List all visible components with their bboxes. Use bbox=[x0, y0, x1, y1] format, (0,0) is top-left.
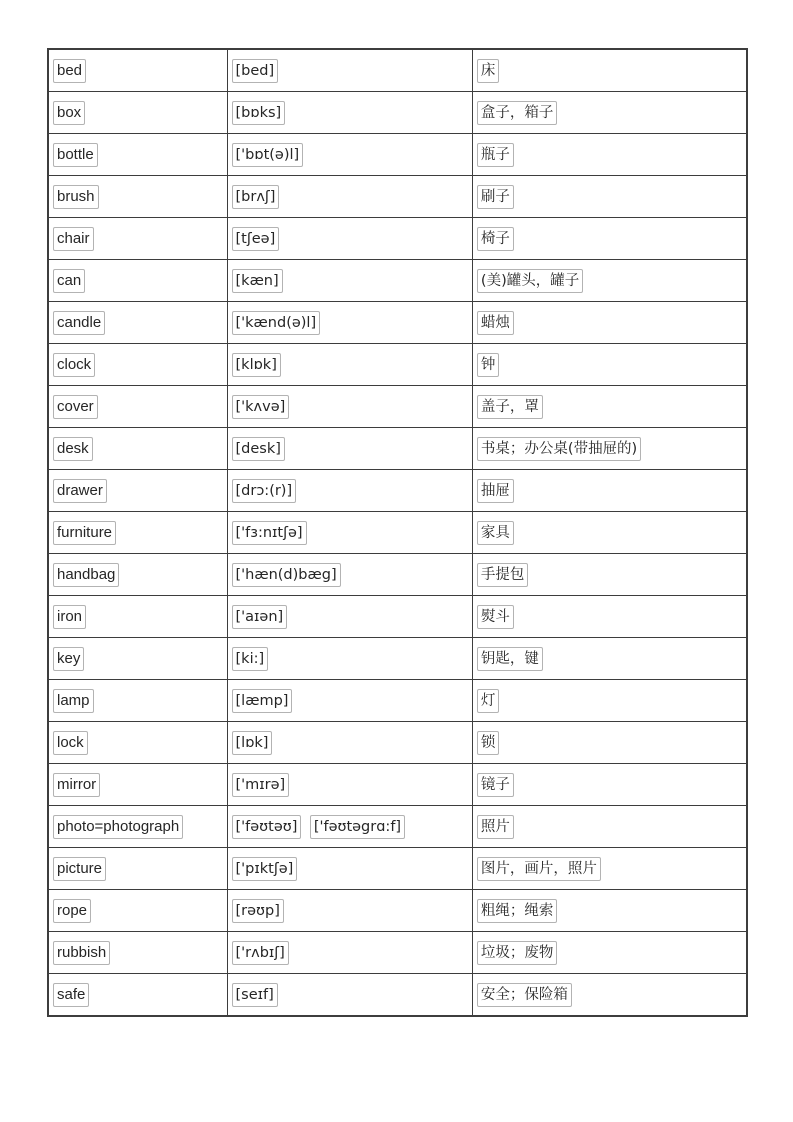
meaning-text: 盒子，箱子 bbox=[477, 101, 558, 125]
word-cell bbox=[48, 386, 227, 428]
word-text: can bbox=[53, 269, 85, 293]
phonetic-text: [brʌʃ] bbox=[232, 185, 280, 209]
meaning-cell bbox=[472, 680, 747, 722]
word-text: bed bbox=[53, 59, 86, 83]
meaning-text: 图片，画片，照片 bbox=[477, 857, 601, 881]
phonetic-text: ['pɪktʃə] bbox=[232, 857, 298, 881]
phonetic-cell bbox=[227, 49, 472, 92]
word-cell bbox=[48, 428, 227, 470]
phonetic-cell bbox=[227, 428, 472, 470]
phonetic-cell bbox=[227, 722, 472, 764]
word-text: lamp bbox=[53, 689, 94, 713]
meaning-text: 刷子 bbox=[477, 185, 514, 209]
word-text: mirror bbox=[53, 773, 100, 797]
word-text: drawer bbox=[53, 479, 107, 503]
meaning-text: 瓶子 bbox=[477, 143, 514, 167]
phonetic-text: [desk] bbox=[232, 437, 285, 461]
word-text: photo=photograph bbox=[53, 815, 183, 839]
table-row bbox=[48, 638, 747, 680]
phonetic-text: ['hæn(d)bæg] bbox=[232, 563, 341, 587]
meaning-cell bbox=[472, 428, 747, 470]
word-text: brush bbox=[53, 185, 99, 209]
meaning-cell bbox=[472, 806, 747, 848]
meaning-cell bbox=[472, 470, 747, 512]
table-row bbox=[48, 764, 747, 806]
phonetic-text: ['kænd(ə)l] bbox=[232, 311, 321, 335]
table-row bbox=[48, 890, 747, 932]
vocab-table bbox=[47, 48, 748, 1017]
meaning-cell bbox=[472, 302, 747, 344]
meaning-cell bbox=[472, 260, 747, 302]
meaning-text: 垃圾；废物 bbox=[477, 941, 558, 965]
meaning-text: 照片 bbox=[477, 815, 514, 839]
phonetic-cell bbox=[227, 764, 472, 806]
phonetic-text: [bɒks] bbox=[232, 101, 286, 125]
meaning-cell bbox=[472, 932, 747, 974]
table-row bbox=[48, 554, 747, 596]
table-row bbox=[48, 512, 747, 554]
phonetic-cell bbox=[227, 848, 472, 890]
meaning-cell bbox=[472, 848, 747, 890]
word-cell bbox=[48, 470, 227, 512]
phonetic-cell bbox=[227, 932, 472, 974]
word-cell bbox=[48, 134, 227, 176]
word-text: lock bbox=[53, 731, 88, 755]
word-cell bbox=[48, 554, 227, 596]
meaning-cell bbox=[472, 386, 747, 428]
meaning-cell bbox=[472, 638, 747, 680]
word-cell bbox=[48, 49, 227, 92]
meaning-cell bbox=[472, 218, 747, 260]
word-cell bbox=[48, 932, 227, 974]
phonetic-cell bbox=[227, 974, 472, 1017]
phonetic-cell bbox=[227, 176, 472, 218]
table-row bbox=[48, 722, 747, 764]
phonetic-cell bbox=[227, 806, 472, 848]
meaning-text: 椅子 bbox=[477, 227, 514, 251]
phonetic-text: [seɪf] bbox=[232, 983, 278, 1007]
meaning-cell bbox=[472, 134, 747, 176]
table-row bbox=[48, 260, 747, 302]
meaning-cell bbox=[472, 554, 747, 596]
word-text: safe bbox=[53, 983, 89, 1007]
phonetic-cell bbox=[227, 638, 472, 680]
table-row bbox=[48, 680, 747, 722]
meaning-text: (美)罐头，罐子 bbox=[477, 269, 583, 293]
meaning-text: 熨斗 bbox=[477, 605, 514, 629]
phonetic-cell bbox=[227, 512, 472, 554]
word-cell bbox=[48, 764, 227, 806]
table-row bbox=[48, 344, 747, 386]
phonetic-text: ['fɜ:nɪtʃə] bbox=[232, 521, 307, 545]
phonetic-cell bbox=[227, 470, 472, 512]
phonetic-text: [ki:] bbox=[232, 647, 269, 671]
phonetic-cell bbox=[227, 596, 472, 638]
phonetic-text: [bed] bbox=[232, 59, 279, 83]
vocab-table-body bbox=[48, 49, 747, 1016]
word-text: bottle bbox=[53, 143, 98, 167]
table-row bbox=[48, 806, 747, 848]
phonetic-cell bbox=[227, 92, 472, 134]
meaning-cell bbox=[472, 722, 747, 764]
phonetic-text: [tʃeə] bbox=[232, 227, 280, 251]
meaning-text: 书桌；办公桌(带抽屉的) bbox=[477, 437, 641, 461]
phonetic-cell bbox=[227, 302, 472, 344]
phonetic-cell bbox=[227, 260, 472, 302]
meaning-text: 镜子 bbox=[477, 773, 514, 797]
table-row bbox=[48, 596, 747, 638]
word-text: chair bbox=[53, 227, 94, 251]
meaning-text: 安全；保险箱 bbox=[477, 983, 572, 1007]
word-cell bbox=[48, 596, 227, 638]
meaning-cell bbox=[472, 176, 747, 218]
phonetic-text: [kæn] bbox=[232, 269, 283, 293]
word-cell bbox=[48, 176, 227, 218]
phonetic-text: [rəʊp] bbox=[232, 899, 284, 923]
meaning-text: 家具 bbox=[477, 521, 514, 545]
word-text: rubbish bbox=[53, 941, 110, 965]
meaning-cell bbox=[472, 764, 747, 806]
word-cell bbox=[48, 890, 227, 932]
meaning-cell bbox=[472, 512, 747, 554]
phonetic-cell bbox=[227, 890, 472, 932]
table-row bbox=[48, 974, 747, 1017]
meaning-text: 手提包 bbox=[477, 563, 529, 587]
table-row bbox=[48, 428, 747, 470]
table-row bbox=[48, 932, 747, 974]
word-cell bbox=[48, 638, 227, 680]
word-cell bbox=[48, 92, 227, 134]
word-text: cover bbox=[53, 395, 98, 419]
meaning-text: 钥匙，键 bbox=[477, 647, 543, 671]
word-text: picture bbox=[53, 857, 106, 881]
meaning-text: 抽屉 bbox=[477, 479, 514, 503]
word-text: clock bbox=[53, 353, 95, 377]
meaning-text: 粗绳；绳索 bbox=[477, 899, 558, 923]
word-text: rope bbox=[53, 899, 91, 923]
word-cell bbox=[48, 218, 227, 260]
meaning-cell bbox=[472, 890, 747, 932]
phonetic-text-2: ['fəʊtəgrɑ:f] bbox=[310, 815, 405, 839]
word-text: handbag bbox=[53, 563, 119, 587]
word-text: iron bbox=[53, 605, 86, 629]
phonetic-text: [klɒk] bbox=[232, 353, 281, 377]
word-cell bbox=[48, 302, 227, 344]
table-row bbox=[48, 470, 747, 512]
word-cell bbox=[48, 848, 227, 890]
word-cell bbox=[48, 974, 227, 1017]
meaning-text: 灯 bbox=[477, 689, 500, 713]
meaning-text: 盖子，罩 bbox=[477, 395, 543, 419]
phonetic-cell bbox=[227, 344, 472, 386]
word-cell bbox=[48, 680, 227, 722]
table-row bbox=[48, 302, 747, 344]
phonetic-cell bbox=[227, 554, 472, 596]
phonetic-text: ['aɪən] bbox=[232, 605, 288, 629]
word-cell bbox=[48, 260, 227, 302]
meaning-cell bbox=[472, 596, 747, 638]
phonetic-text: ['mɪrə] bbox=[232, 773, 290, 797]
meaning-text: 钟 bbox=[477, 353, 500, 377]
phonetic-cell bbox=[227, 386, 472, 428]
meaning-cell bbox=[472, 344, 747, 386]
table-row bbox=[48, 92, 747, 134]
phonetic-cell bbox=[227, 134, 472, 176]
meaning-cell bbox=[472, 974, 747, 1017]
word-text: key bbox=[53, 647, 84, 671]
word-cell bbox=[48, 512, 227, 554]
word-text: desk bbox=[53, 437, 93, 461]
word-cell bbox=[48, 722, 227, 764]
phonetic-text: ['fəʊtəʊ] bbox=[232, 815, 302, 839]
phonetic-text: [lɒk] bbox=[232, 731, 273, 755]
table-row bbox=[48, 176, 747, 218]
meaning-text: 锁 bbox=[477, 731, 500, 755]
meaning-cell bbox=[472, 49, 747, 92]
table-row bbox=[48, 49, 747, 92]
word-text: candle bbox=[53, 311, 105, 335]
word-text: box bbox=[53, 101, 85, 125]
phonetic-text: ['rʌbɪʃ] bbox=[232, 941, 289, 965]
phonetic-text: [drɔ:(r)] bbox=[232, 479, 297, 503]
phonetic-text: [læmp] bbox=[232, 689, 293, 713]
word-cell bbox=[48, 806, 227, 848]
meaning-text: 床 bbox=[477, 59, 500, 83]
word-cell bbox=[48, 344, 227, 386]
phonetic-text: ['kʌvə] bbox=[232, 395, 290, 419]
table-row bbox=[48, 218, 747, 260]
phonetic-cell bbox=[227, 218, 472, 260]
word-text: furniture bbox=[53, 521, 116, 545]
phonetic-cell bbox=[227, 680, 472, 722]
meaning-cell bbox=[472, 92, 747, 134]
table-row bbox=[48, 386, 747, 428]
table-row bbox=[48, 134, 747, 176]
meaning-text: 蜡烛 bbox=[477, 311, 514, 335]
table-row bbox=[48, 848, 747, 890]
phonetic-text: ['bɒt(ə)l] bbox=[232, 143, 304, 167]
